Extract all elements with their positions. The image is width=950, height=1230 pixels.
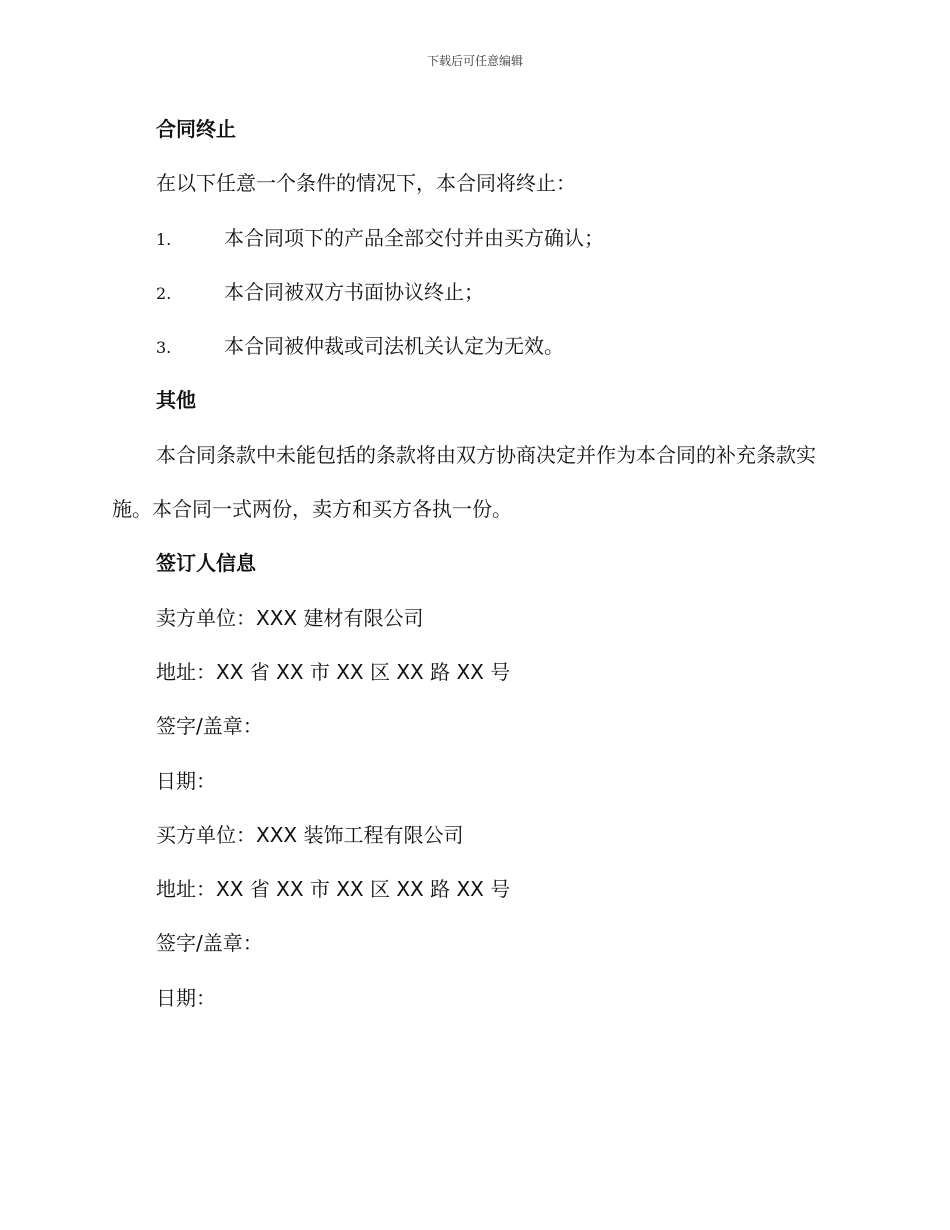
list-number: 2. bbox=[156, 283, 172, 303]
list-text: 本合同项下的产品全部交付并由买方确认； bbox=[224, 225, 604, 250]
seller-unit: 卖方单位：XXX 建材有限公司 bbox=[156, 605, 424, 630]
termination-intro: 在以下任意一个条件的情况下，本合同将终止： bbox=[156, 171, 576, 196]
termination-item bbox=[112, 274, 842, 328]
signatories-heading: 签订人信息 bbox=[156, 551, 256, 576]
seller-date: 日期： bbox=[156, 768, 216, 793]
buyer-date: 日期： bbox=[156, 985, 216, 1010]
termination-item bbox=[112, 328, 842, 382]
document-body bbox=[112, 111, 842, 1034]
seller-signature: 签字/盖章： bbox=[156, 714, 263, 739]
other-paragraph: 本合同条款中未能包括的条款将由双方协商决定并作为本合同的补充条款实施。本合同一式两份，卖方和买方各执一份。 bbox=[112, 442, 816, 522]
buyer-unit: 买方单位：XXX 装饰工程有限公司 bbox=[156, 822, 464, 847]
list-text: 本合同被双方书面协议终止； bbox=[224, 279, 484, 304]
termination-item bbox=[112, 220, 842, 274]
buyer-address: 地址：XX 省 XX 市 XX 区 XX 路 XX 号 bbox=[156, 877, 511, 902]
buyer-signature: 签字/盖章： bbox=[156, 931, 263, 956]
termination-heading: 合同终止 bbox=[156, 117, 236, 141]
other-heading: 其他 bbox=[156, 388, 196, 413]
list-text: 本合同被仲裁或司法机关认定为无效。 bbox=[224, 334, 564, 359]
page-header: 下载后可任意编辑 bbox=[426, 54, 523, 68]
seller-address: 地址：XX 省 XX 市 XX 区 XX 路 XX 号 bbox=[156, 659, 511, 684]
list-number: 1. bbox=[156, 229, 172, 249]
list-number: 3. bbox=[156, 338, 172, 358]
